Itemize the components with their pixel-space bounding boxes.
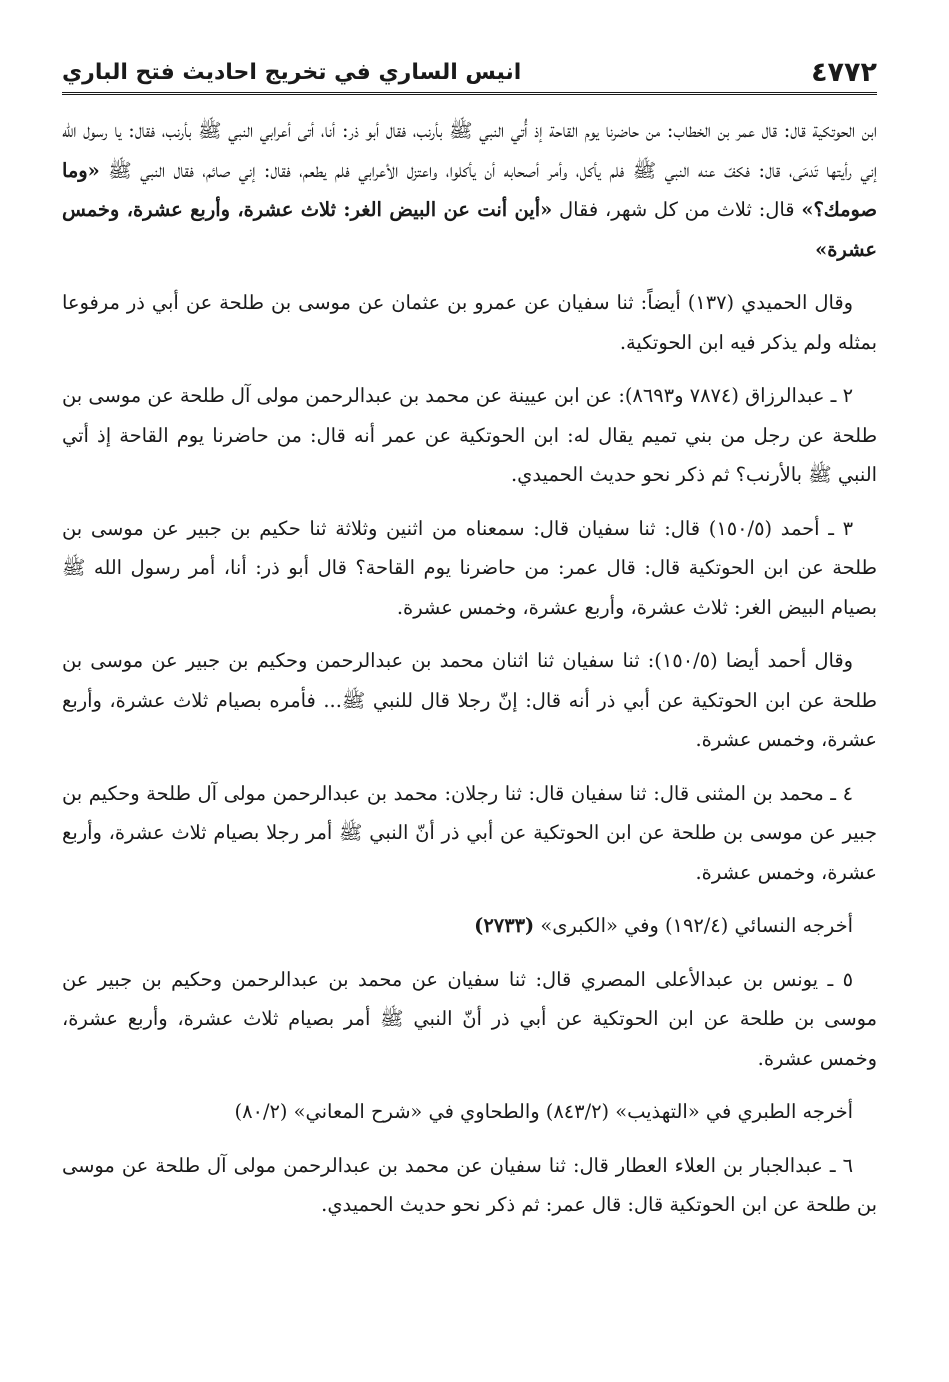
running-title: انيس الساري في تخريج احاديث فتح الباري	[62, 60, 522, 85]
bold-text-run: (٢٧٣٣)	[474, 914, 535, 937]
book-page	[62, 48, 877, 1368]
page-number: ٤٧٧٢	[811, 57, 877, 88]
text-run: ٦ ـ عبدالجبار بن العلاء العطار قال: ثنا سفيان عن محمد بن عبدالرحمن مولى آل طلحة عن موسى بن طلحة عن ابن الحوتكية قال: قال عمر: ثم ذكر نحو حديث الحميدي.	[62, 1153, 877, 1216]
text-run: وقال الحميدي (١٣٧) أيضاً: ثنا سفيان عن عمرو بن عثمان عن موسى بن طلحة عن أبي ذر مرفوعا بمثله ولم يذكر فيه ابن الحوتكية.	[62, 291, 877, 354]
text-run: ٤ ـ محمد بن المثنى قال: ثنا سفيان قال: ثنا رجلان: محمد بن عبدالرحمن مولى آل طلحة وحكيم بن جبير عن موسى بن طلحة عن ابن الحوتكية عن أبي ذر أنّ النبي ﷺ أمر رجلا بصيام ثلاث عشرة، وأربع عشرة، وخمس عشرة.	[62, 781, 877, 884]
text-run: ٢ ـ عبدالرزاق (٧٨٧٤ و٨٦٩٣): عن ابن عيينة عن محمد بن عبدالرحمن مولى آل طلحة عن موسى بن طلحة عن رجل من بني تميم يقال له: ابن الحوتكية عن عمر أنه قال: من حاضرنا يوم القاحة إذ أتي النبي ﷺ بالأرنب؟ ثم ذكر نحو حديث الحميدي.	[62, 384, 877, 486]
paragraph-p3	[62, 376, 877, 495]
paragraph-p6	[62, 774, 877, 893]
text-run: وقال أحمد أيضا (١٥٠/٥): ثنا سفيان ثنا اثنان محمد بن عبدالرحمن وحكيم بن جبير عن موسى بن طلحة عن ابن الحوتكية عن أبي ذر أنه قال: إنّ رجلا قال للنبي ﷺ... فأمره بصيام ثلاث عشرة، وأربع عشرة، وخمس عشرة.	[62, 649, 877, 751]
paragraph-p1	[62, 111, 877, 269]
paragraph-p8	[62, 960, 877, 1079]
text-run: ٣ ـ أحمد (١٥٠/٥) قال: ثنا سفيان قال: سمعناه من اثنين وثلاثة ثنا حكيم بن جبير عن موسى بن طلحة عن ابن الحوتكية قال: قال عمر: من حاضرنا يوم القاحة؟ قال أبو ذر: أنا، أمر رسول الله ﷺ بصيام البيض الغر: ثلاث عشرة، وأربع عشرة، وخمس عشرة.	[62, 516, 877, 619]
page-body	[62, 111, 877, 1225]
page-header	[62, 48, 877, 95]
text-run: قال: ثلاث من كل شهر، فقال	[552, 198, 802, 221]
paragraph-p9	[62, 1092, 877, 1132]
bold-text-run: «أين أنت عن البيض الغر: ثلاث عشرة، وأربع عشرة، وخمس عشرة»	[62, 198, 877, 261]
paragraph-p4	[62, 509, 877, 628]
paragraph-p5	[62, 641, 877, 760]
text-run: أخرجه النسائي (١٩٢/٤) وفي «الكبرى»	[534, 914, 853, 937]
paragraph-p2	[62, 283, 877, 362]
text-run: ابن الحوتكية قال: قال عمر بن الخطاب: من حاضرنا يوم القاحة إذ أُتي النبي ﷺ بأرنب، فقال أبو ذر: أنا، أتى أعرابي النبي ﷺ بأرنب، فقال: يا رسول الله إني رأيتها تَدمَى، قال: فكفّ عنه النبي ﷺ فلم يأكل، وأمر أصحابه أن يأكلوا، واعتزل الأعرابي فلم يطعم، فقال: إني صائم، فقال النبي ﷺ	[62, 119, 877, 182]
bold-text-run: «وما صومك؟»	[62, 158, 877, 221]
text-run: أخرجه الطبري في «التهذيب» (٨٤٣/٢) والطحاوي في «شرح المعاني» (٨٠/٢)	[234, 1100, 853, 1123]
text-run: ٥ ـ يونس بن عبدالأعلى المصري قال: ثنا سفيان عن محمد بن عبدالرحمن وحكيم بن جبير عن موسى بن طلحة عن ابن الحوتكية عن أبي ذر أنّ النبي ﷺ أمر بصيام ثلاث عشرة، وأربع عشرة، وخمس عشرة.	[62, 967, 877, 1070]
paragraph-p10	[62, 1146, 877, 1225]
paragraph-p7	[62, 906, 877, 946]
